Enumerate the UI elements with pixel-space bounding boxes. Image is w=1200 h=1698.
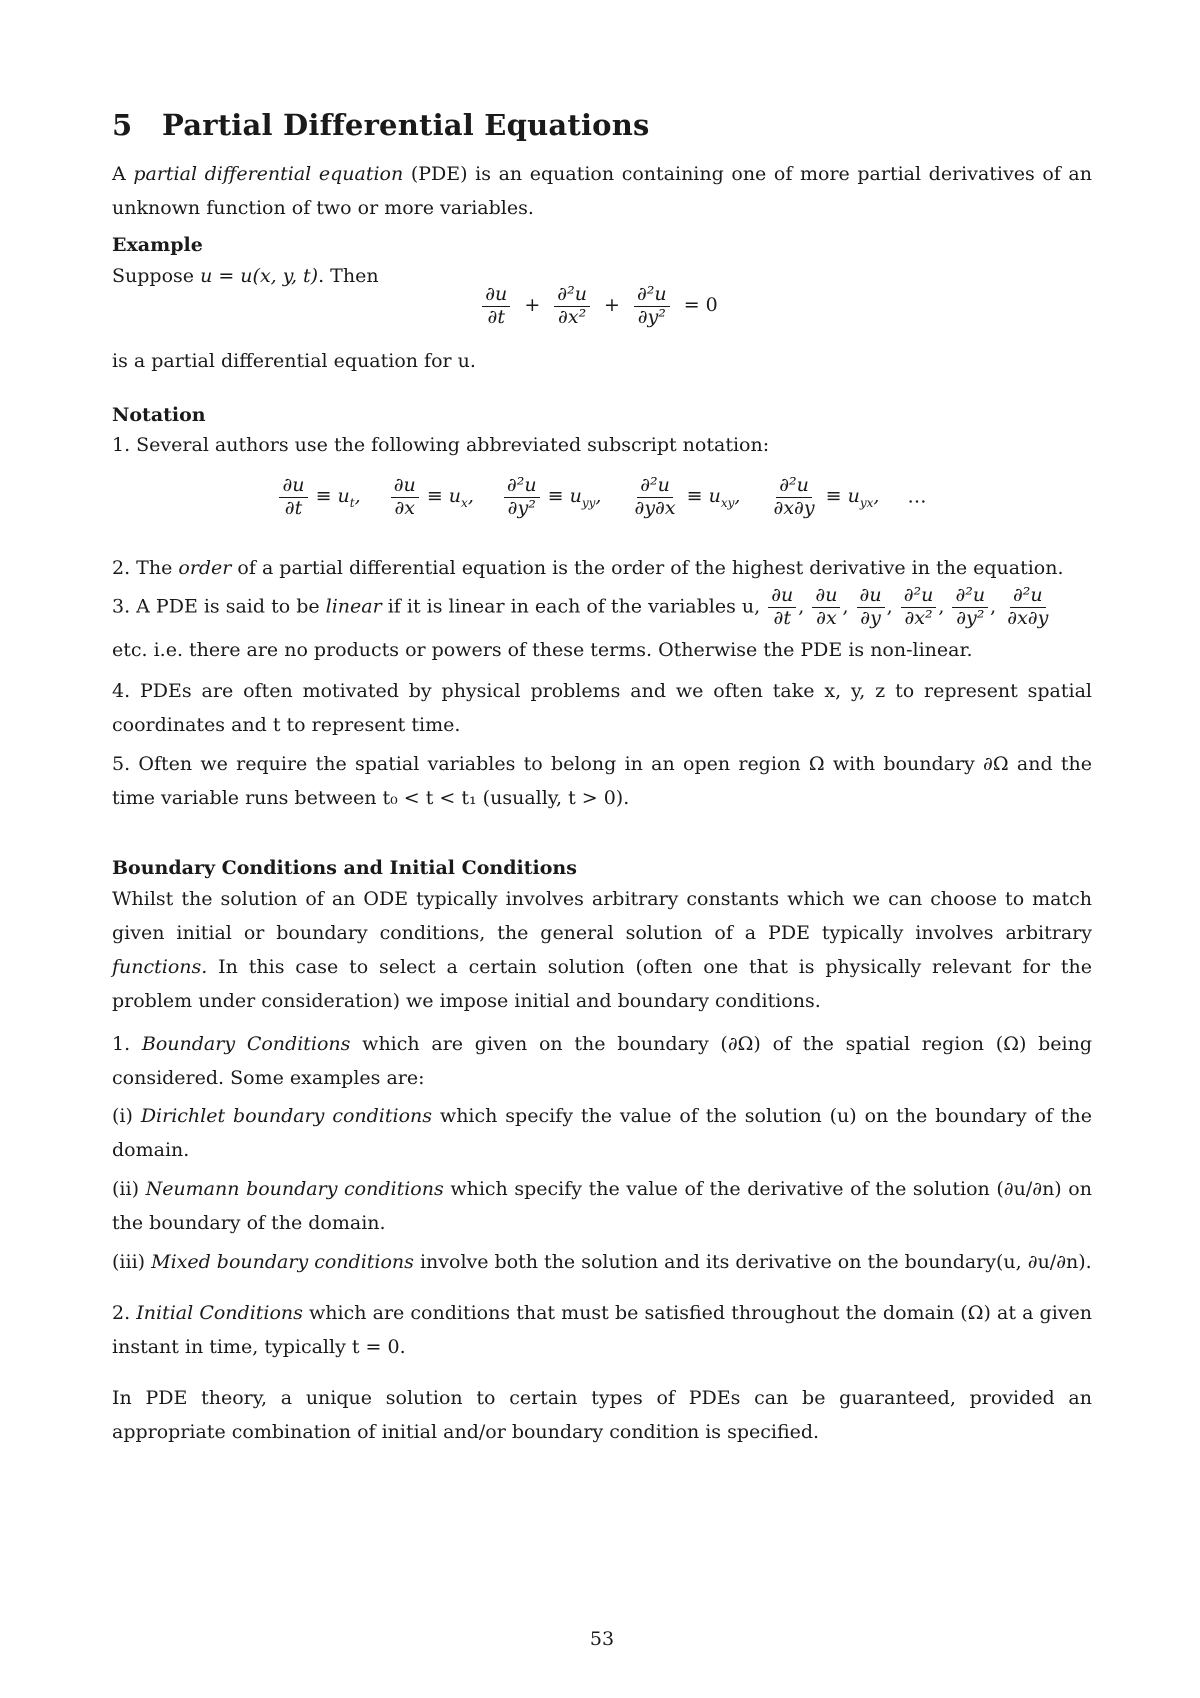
page-number: 53 bbox=[589, 1628, 615, 1650]
notation-equation: $\frac{\partial u}{\partial t}$ ≡ $u_t$, $\frac{\partial u}{\partial x}$ ≡ $u_x$, $\frac{\text{∂²u}}{\text{∂y²}}$ ≡ $u_{yy}$, $\frac{\text{∂²u}}{\partial y\partial x}$ ≡ $u_{xy}$, $\frac{\text{∂²u}}{\partial x\partial y}$ ≡ $u_{yx}$, … bbox=[112, 475, 1092, 520]
notation-heading: Notation bbox=[112, 404, 206, 426]
bc-neumann: (ii) Neumann boundary conditions which specify the value of the derivative of the solution (∂u/∂n) on the boundary of the domain. bbox=[112, 1178, 1092, 1234]
fraction: $\frac{\text{∂²u}}{\text{∂x²}}$ bbox=[554, 284, 590, 329]
notation-item-3-cont: etc. i.e. there are no products or powers of these terms. Otherwise the PDE is non-linear. bbox=[112, 639, 973, 661]
example-heading: Example bbox=[112, 234, 203, 256]
notation-item-2: 2. The order of a partial differential equation is the order of the highest derivative in the equation. bbox=[112, 557, 1064, 579]
fraction: $\frac{\partial u}{\partial t}$ bbox=[482, 284, 510, 329]
bc-heading: Boundary Conditions and Initial Conditions bbox=[112, 857, 577, 879]
intro-paragraph: A partial differential equation (PDE) is an equation containing one of more partial derivatives of an unknown function of two or more variables. bbox=[112, 163, 1092, 219]
example-after: is a partial differential equation for u. bbox=[112, 350, 476, 372]
section-title-text: Partial Differential Equations bbox=[162, 108, 650, 142]
section-title bbox=[112, 108, 650, 142]
section-number: 5 bbox=[112, 108, 133, 142]
bc-item-2: 2. Initial Conditions which are conditions that must be satisfied throughout the domain (Ω) at a given instant in time, typically t = 0. bbox=[112, 1302, 1092, 1358]
notation-item-5: 5. Often we require the spatial variables to belong in an open region Ω with boundary ∂Ω and the time variable runs between t₀ < t < t₁ (usually, t > 0). bbox=[112, 753, 1092, 809]
notation-item-1: 1. Several authors use the following abbreviated subscript notation: bbox=[112, 434, 770, 456]
bc-mixed: (iii) Mixed boundary conditions involve both the solution and its derivative on the boundary(u, ∂u/∂n). bbox=[112, 1251, 1092, 1273]
example-suppose: Suppose u = u(x, y, t). Then bbox=[112, 265, 379, 287]
bc-closing: In PDE theory, a unique solution to certain types of PDEs can be guaranteed, provided an appropriate combination of initial and/or boundary condition is specified. bbox=[112, 1387, 1092, 1443]
fraction: $\frac{\text{∂²u}}{\text{∂y²}}$ bbox=[634, 284, 670, 329]
notation-item-4: 4. PDEs are often motivated by physical problems and we often take x, y, z to represent spatial coordinates and t to represent time. bbox=[112, 680, 1092, 736]
bc-item-1: 1. Boundary Conditions which are given on the boundary (∂Ω) of the spatial region (Ω) being considered. Some examples are: bbox=[112, 1033, 1092, 1089]
notation-item-3: 3. A PDE is said to be linear if it is linear in each of the variables u, $\frac{\partial u}{\partial t}$ , $\frac{\partial u}{\partial x}$ , $\frac{\partial u}{\partial y}$ , $\frac{\text{∂²u}}{\text{∂x²}}$ , $\frac{\text{∂²u}}{\text{∂y²}}$ , $\frac{\text{∂²u}}{\partial x\partial y}$ bbox=[112, 584, 1049, 629]
bc-dirichlet: (i) Dirichlet boundary conditions which specify the value of the solution (u) on the boundary of the domain. bbox=[112, 1105, 1092, 1161]
example-equation: $\frac{\partial u}{\partial t}$ + $\frac{\text{∂²u}}{\text{∂x²}}$ + $\frac{\text{∂²u}}{\text{∂y²}}$ = 0 bbox=[112, 284, 1092, 329]
bc-paragraph: Whilst the solution of an ODE typically involves arbitrary constants which we can choose to match given initial or boundary conditions, the general solution of a PDE typically involves arbitrary functions. In this case to select a certain solution (often one that is physically relevant for the problem under consideration) we impose initial and boundary conditions. bbox=[112, 888, 1092, 1012]
intro-term: partial differential equation bbox=[133, 163, 404, 185]
